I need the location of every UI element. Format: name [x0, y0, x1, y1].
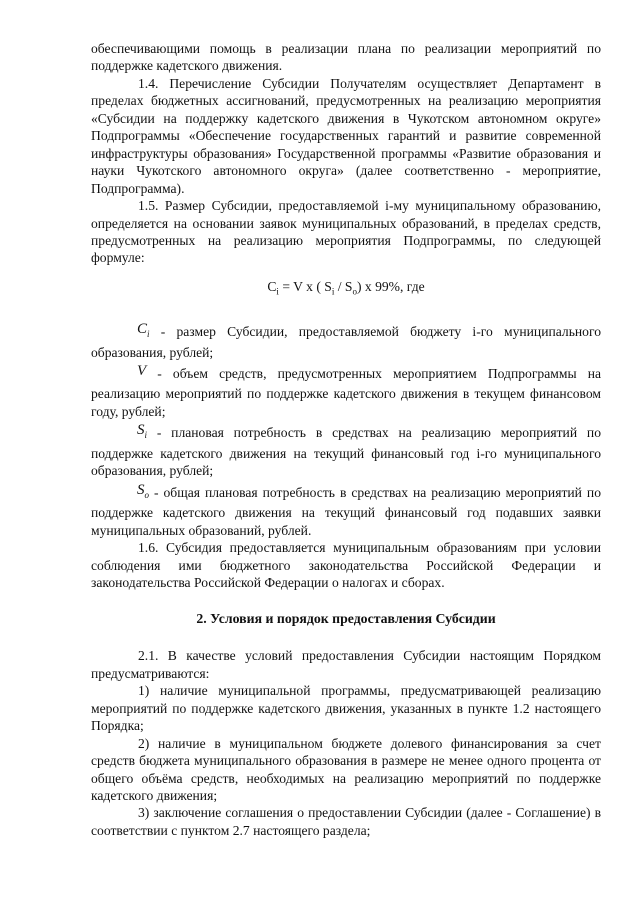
paragraph-1-4: 1.4. Перечисление Субсидии Получателям осуществляет Департамент в пределах бюджетных ассигнований, предусмотренных на реализацию мероприятия «Субсидии на поддержку кадетского движения в Чукотском автономном округе» Подпрограммы «Обеспечение государственных гарантий и развитие современной инфраструктуры образования» Государственной программы «Развитие образования и науки Чукотского автономного округа» (далее соответственно - мероприятие, Подпрограмма).: [91, 75, 601, 196]
condition-1: 1) наличие муниципальной программы, предусматривающей реализацию мероприятий по поддержке кадетского движения, указанных в пункте 1.2 настоящего Порядка;: [91, 683, 601, 734]
symbol-so: $S_o$: [137, 481, 149, 500]
condition-2: 2) наличие в муниципальном бюджете долевого финансирования за счет средств бюджета муниципального образования в размере не менее одного процента от общего объёма средств, необходимых на реализацию мероприятий по поддержке кадетского движения;: [91, 735, 601, 804]
definition-ci: $C_i$ - размер Субсидии, предоставляемой бюджету i-го муниципального образования, рублей;: [91, 321, 601, 360]
formula-sub-i2: i: [331, 286, 335, 297]
section-title: 2. Условия и порядок предоставления Субсидии: [196, 611, 496, 627]
paragraph-1-6: 1.6. Субсидия предоставляется муниципальным образованиям при условии соблюдения ими бюджетного законодательства Российской Федерации и законодательства Российской Федерации о налогах и сборах.: [91, 540, 601, 590]
formula-sub-i: i: [276, 286, 279, 297]
symbol-v: V: [137, 362, 147, 379]
formula-tail: ) x 99%, где: [356, 278, 425, 294]
subsidy-formula: [91, 278, 601, 301]
formula-slash: / S: [334, 278, 353, 294]
paragraph-continuation: обеспечивающими помощь в реализации плана по реализации мероприятий по поддержке кадетского движения.: [91, 41, 601, 74]
definition-si: $S_i$ - плановая потребность в средствах на реализацию мероприятий по поддержке кадетского движения на текущий финансовый год i-го муниципального образования, рублей;: [91, 422, 601, 479]
formula-c: C: [267, 278, 277, 294]
paragraph-1-5: 1.5. Размер Субсидии, предоставляемой i-му муниципальному образованию, определяется на основании заявок муниципальных образований, в пределах средств, предусмотренных на реализацию мероприятия Подпрограммы, по следующей формуле:: [91, 198, 601, 266]
formula-sub-o: o: [352, 286, 357, 297]
condition-3: 3) заключение соглашения о предоставлении Субсидии (далее - Соглашение) в соответствии с пунктом 2.7 настоящего раздела;: [91, 805, 601, 838]
symbol-ci: $C_i$: [137, 321, 150, 340]
paragraph-2-1: 2.1. В качестве условий предоставления Субсидии настоящим Порядком предусматриваются:: [91, 648, 601, 681]
definition-so: $S_o$ - общая плановая потребность в средствах на реализацию мероприятий по поддержке кадетского движения на текущий финансовый год подавших заявки муниципальных образований, рублей.: [91, 481, 601, 538]
definition-v: V - объем средств, предусмотренных мероприятием Подпрограммы на реализацию мероприятий по поддержке кадетского движения в текущем финансовом году, рублей;: [91, 362, 601, 419]
symbol-si: $S_i$: [137, 422, 148, 441]
document-page: [91, 40, 601, 839]
formula-eq: = V x ( S: [278, 278, 332, 294]
